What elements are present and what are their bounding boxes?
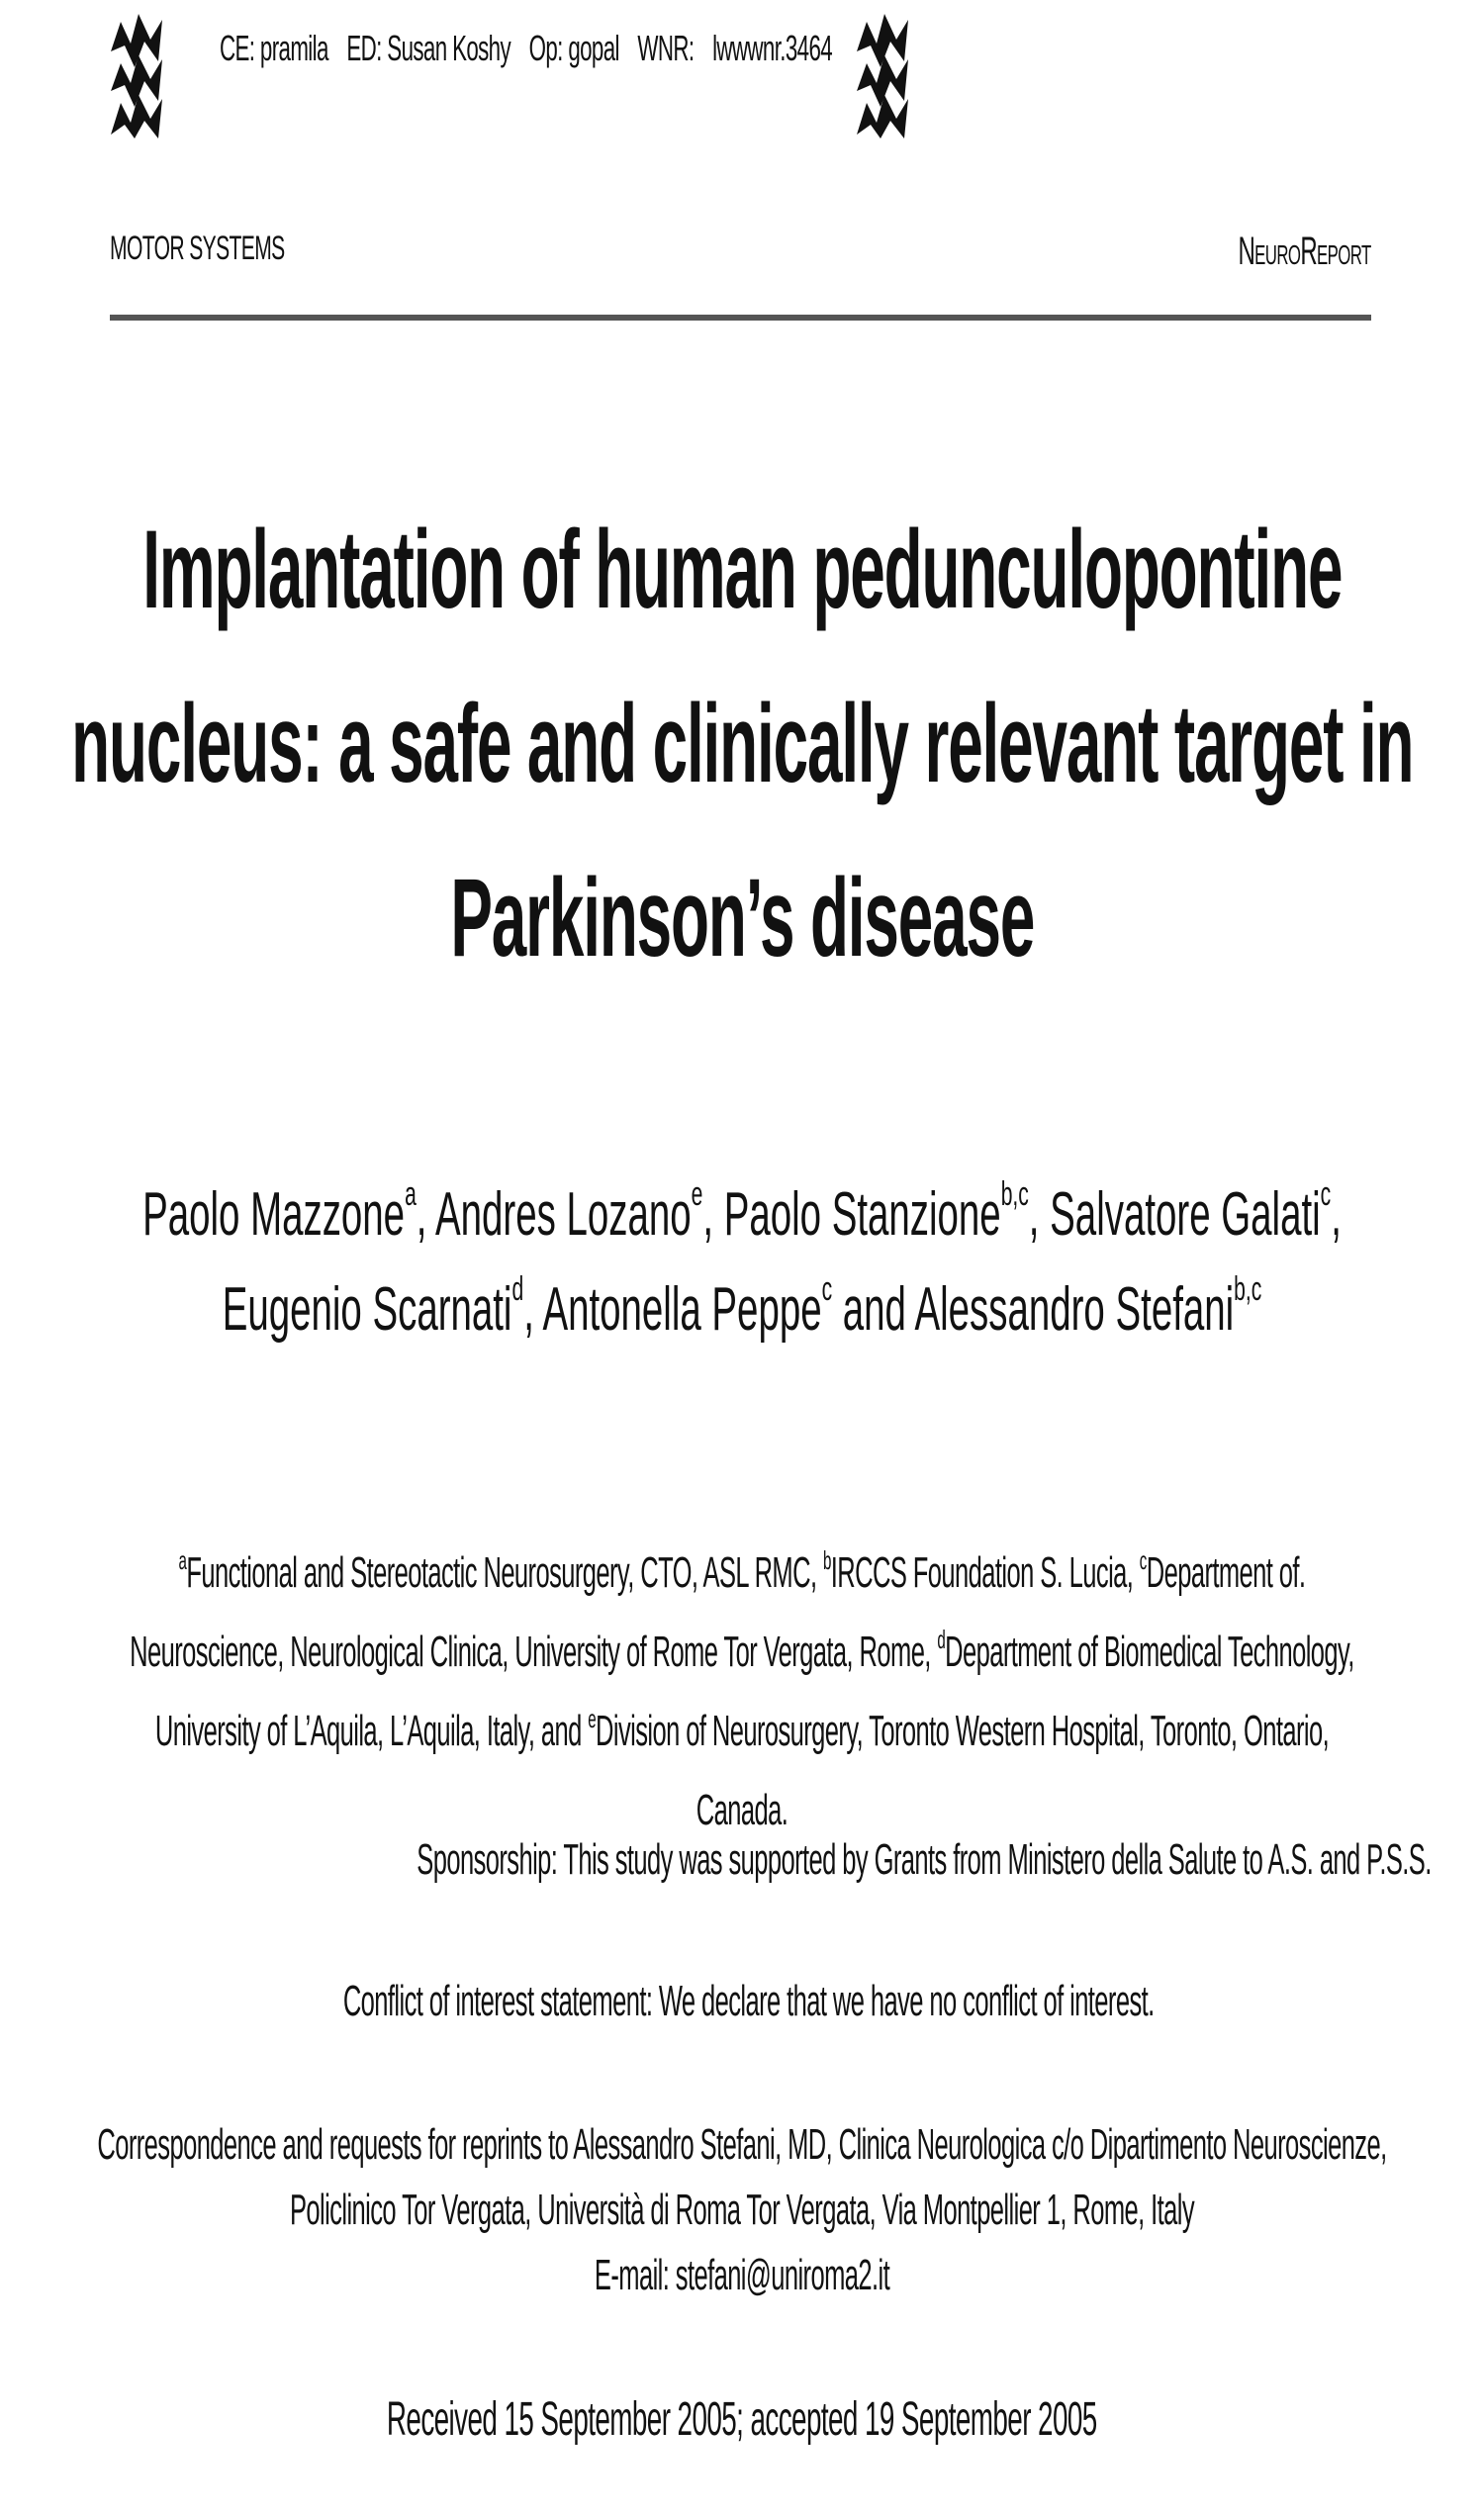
affiliation-text: Functional and Stereotactic Neurosurgery, CTO, ASL RMC,	[186, 1548, 823, 1597]
correspondence	[59, 2112, 1425, 2308]
publisher-logo-right	[853, 0, 912, 139]
correspondence-email[interactable]: E-mail: stefani@uniroma2.it	[594, 2251, 890, 2299]
received-text: Received 15 September 2005; accepted 19 September 2005	[387, 2393, 1097, 2446]
author-separator: ,	[523, 1275, 543, 1344]
wnr-label: WNR:	[637, 28, 695, 68]
author-name: Eugenio Scarnati	[222, 1275, 512, 1344]
publisher-mark-icon	[107, 0, 166, 139]
affiliation-text: IRCCS Foundation S. Lucia,	[830, 1548, 1140, 1597]
conflict-text: Conflict of interest statement: We declare that we have no conflict of interest.	[342, 1977, 1155, 2025]
sponsorship-note	[49, 1835, 1435, 1885]
author-name: Alessandro Stefani	[914, 1275, 1235, 1344]
author-name: Andres Lozano	[435, 1180, 692, 1249]
header-rule	[110, 315, 1371, 321]
production-meta-line	[220, 28, 833, 69]
affiliations-text	[111, 1534, 1373, 1850]
author-affiliation-mark: b,c	[1000, 1175, 1029, 1213]
received-dates	[49, 2392, 1435, 2447]
running-head	[110, 230, 1371, 279]
author-list-text	[110, 1167, 1373, 1357]
correspondence-text: Correspondence and requests for reprints to Alessandro Stefani, MD, Clinica Neurologica c/o Dipartimento Neuroscienze, Policlinico Tor Vergata, Università di Roma Tor Vergata, Via Montpellier 1, Rome, Italy	[97, 2120, 1387, 2234]
author-separator: ,	[416, 1180, 436, 1249]
affiliation-mark: e	[588, 1704, 597, 1733]
publisher-logo-left	[107, 0, 166, 139]
author-name: Paolo Mazzone	[142, 1180, 406, 1249]
author-name: Antonella Peppe	[542, 1275, 822, 1344]
affiliation-text: Department of Biomedical Technology, University of L’Aquila, L’Aquila, Italy, and	[154, 1628, 1354, 1755]
author-list	[49, 1167, 1435, 1357]
journal-name: NeuroReport	[1238, 230, 1371, 273]
section-label: MOTOR SYSTEMS	[110, 230, 285, 267]
author-affiliation-mark: d	[511, 1270, 524, 1308]
author-name: Salvatore Galati	[1050, 1180, 1321, 1249]
article-title	[71, 483, 1414, 1005]
author-affiliation-mark: c	[821, 1270, 833, 1308]
author-separator: ,	[702, 1180, 724, 1249]
author-separator: ,	[1331, 1180, 1342, 1249]
affiliation-text: Division of Neurosurgery, Toronto Western Hospital, Toronto, Ontario, Canada.	[596, 1707, 1330, 1834]
conflict-statement	[49, 1977, 1435, 2026]
operator: Op: gopal	[528, 28, 619, 68]
author-affiliation-mark: b,c	[1234, 1270, 1262, 1308]
affiliation-mark: a	[178, 1545, 187, 1575]
sponsorship-text: Sponsorship: This study was supported by Grants from Ministero della Salute to A.S. and P.S.S.	[417, 1835, 1432, 1884]
correspondence-block	[59, 2112, 1425, 2308]
affiliation-text: Department of. Neuroscience, Neurological Clinica, University of Rome Tor Vergata, Rome,	[130, 1548, 1306, 1676]
affiliation-mark: b	[822, 1545, 831, 1575]
editor: ED: Susan Koshy	[346, 28, 511, 68]
affiliation-mark: d	[937, 1625, 946, 1654]
author-affiliation-mark: c	[1320, 1175, 1332, 1213]
copy-editor: CE: pramila	[220, 28, 328, 68]
affiliations	[99, 1534, 1385, 1850]
publisher-mark-icon	[853, 0, 912, 139]
article-title-text: Implantation of human pedunculopontine nucleus: a safe and clinically relevant target in Parkinson’s disease	[71, 508, 1414, 979]
affiliation-mark: c	[1139, 1545, 1147, 1575]
author-separator: and	[832, 1275, 915, 1344]
author-affiliation-mark: a	[405, 1175, 417, 1213]
author-affiliation-mark: e	[691, 1175, 703, 1213]
manuscript-id: lwwwnr.3464	[712, 28, 833, 68]
author-separator: ,	[1028, 1180, 1051, 1249]
author-name: Paolo Stanzione	[723, 1180, 1001, 1249]
